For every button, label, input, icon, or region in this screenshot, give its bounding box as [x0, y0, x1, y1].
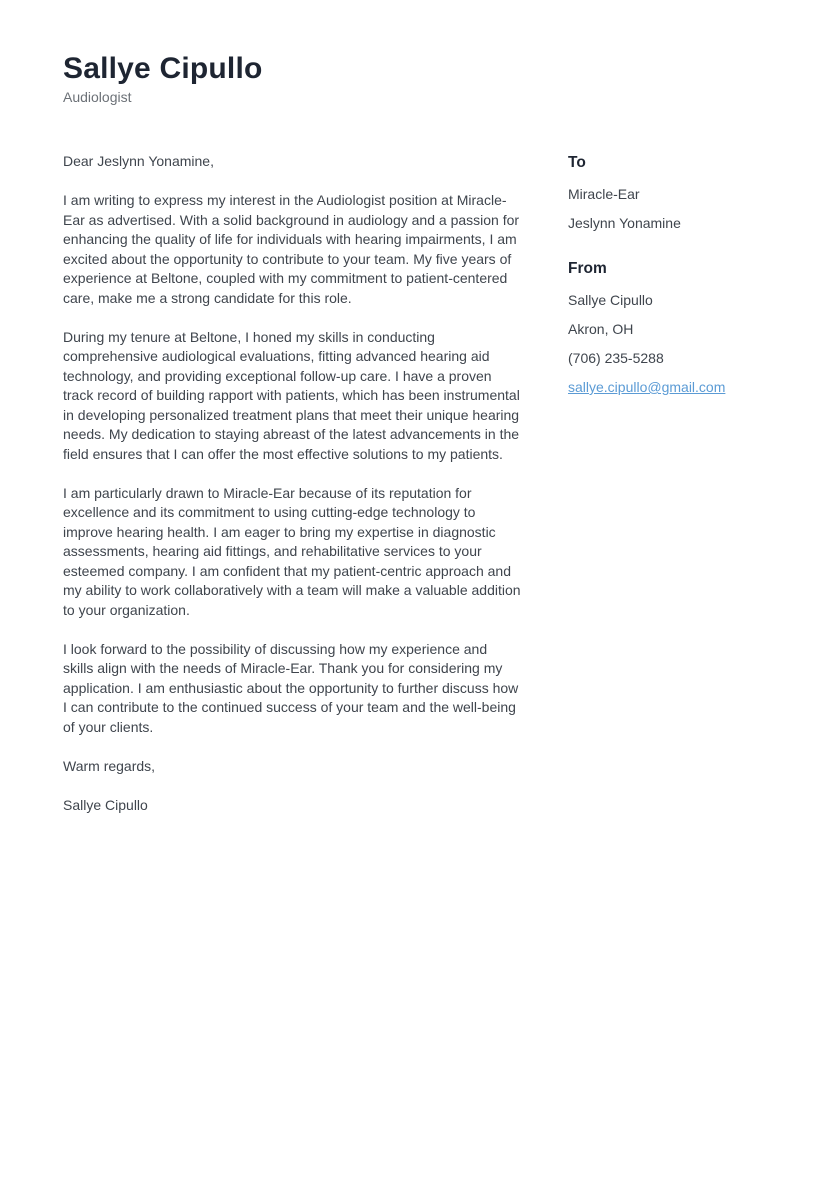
candidate-name: Sallye Cipullo: [63, 52, 263, 85]
candidate-job-title: Audiologist: [63, 89, 132, 105]
from-name: Sallye Cipullo: [568, 292, 653, 308]
contact-sidebar: [568, 152, 768, 397]
letter-body: [63, 152, 521, 835]
letter-paragraph-4: I look forward to the possibility of discussing how my experience and skills align with the needs of Miracle-Ear. Thank you for considering my application. I am enthusiastic about the opportunity to further discuss how I can contribute to the continued success of your team and the well-being of your clients.: [63, 640, 519, 735]
to-company: Miracle-Ear: [568, 186, 640, 202]
from-email-link[interactable]: sallye.cipullo@gmail.com: [568, 379, 726, 395]
letter-header: [63, 52, 768, 106]
to-person: Jeslynn Yonamine: [568, 215, 681, 231]
from-phone: (706) 235-5288: [568, 350, 664, 366]
from-heading: From: [568, 260, 607, 277]
letter-closing: Warm regards,: [63, 757, 156, 774]
from-location: Akron, OH: [568, 321, 634, 337]
letter-paragraph-3: I am particularly drawn to Miracle-Ear because of its reputation for excellence and its commitment to using cutting-edge technology to improve hearing health. I am eager to bring my expertise in diagnostic assessments, hearing aid fittings, and rehabilitative services to your esteemed company. I am confident that my patient-centric approach and my ability to work collaboratively with a team will make a valuable addition to your organization.: [63, 484, 521, 618]
letter-signature: Sallye Cipullo: [63, 796, 148, 813]
letter-greeting: Dear Jeslynn Yonamine,: [63, 153, 214, 169]
letter-columns: [63, 152, 768, 835]
letter-paragraph-2: During my tenure at Beltone, I honed my skills in conducting comprehensive audiological evaluations, fitting advanced hearing aid technology, and providing exceptional follow-up care. I have a proven track record of building rapport with patients, which has been instrumental in developing personalized treatment plans that meet their unique hearing needs. My dedication to staying abreast of the latest advancements in the field ensures that I can offer the most effective solutions to my patients.: [63, 328, 520, 462]
to-heading: To: [568, 154, 586, 171]
letter-paragraph-1: I am writing to express my interest in the Audiologist position at Miracle-Ear as advertised. With a solid background in audiology and a passion for enhancing the quality of life for individuals with hearing impairments, I am excited about the opportunity to contribute to your team. My five years of experience at Beltone, coupled with my commitment to patient-centered care, make me a strong candidate for this role.: [63, 192, 520, 306]
